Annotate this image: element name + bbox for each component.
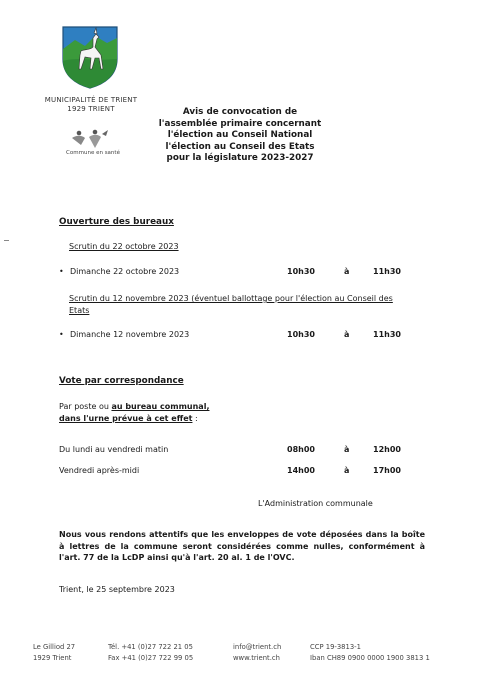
postal-row-label: Vendredi après-midi (59, 466, 140, 475)
margin-mark (4, 240, 9, 241)
footer-fax: Fax +41 (0)27 722 99 05 (108, 654, 194, 662)
ballot1-to: 11h30 (373, 267, 401, 276)
footer-address (33, 642, 75, 664)
footer-email[interactable]: info@trient.ch (233, 643, 282, 651)
postal-intro-start: Par poste ou (59, 402, 112, 411)
postal-row-label: Du lundi au vendredi matin (59, 445, 169, 454)
ballot2-label-line1: Scrutin du 12 novembre 2023 (éventuel ballottage pour l'élection au Conseil des (69, 294, 393, 303)
postal-intro-end: : (192, 413, 198, 423)
ballot2-label (69, 293, 449, 316)
postal-row-from: 08h00 (287, 445, 315, 454)
ballot2-from: 10h30 (287, 330, 315, 339)
postal-row-from: 14h00 (287, 466, 315, 475)
ballot1-day: Dimanche 22 octobre 2023 (70, 267, 180, 276)
postal-heading: Vote par correspondance (59, 376, 184, 386)
postal-row-sep: à (344, 466, 350, 475)
footer-contact (233, 642, 281, 664)
ballot2-day: Dimanche 12 novembre 2023 (70, 330, 190, 339)
footer-address2: 1929 Trient (33, 654, 72, 662)
bullet: • (59, 330, 64, 339)
postal-intro (59, 401, 209, 424)
footer-address1: Le Gilliod 27 (33, 643, 76, 651)
ballot1-sep: à (344, 267, 350, 276)
footer-phone: Tél. +41 (0)27 722 21 05 (108, 643, 193, 651)
title-line: Avis de convocation de (182, 107, 298, 117)
postal-row-sep: à (344, 445, 350, 454)
nullity-notice: Nous vous rendons attentifs que les enveloppes de vote déposées dans la boîte à lettres de la commune seront considérées comme nulles, conformément à l'art. 77 de la LcDP ainsi qu'à l'art. 20 al. 1 de l'OVC. (59, 530, 425, 562)
ballot2-sep: à (344, 330, 350, 339)
ballot2-to: 11h30 (373, 330, 401, 339)
opening-heading: Ouverture des bureaux (59, 217, 174, 227)
bullet: • (59, 267, 64, 276)
footer-bank (310, 642, 430, 664)
footer-iban: Iban CH89 0900 0000 1900 3813 1 (310, 654, 430, 662)
postal-row-to: 17h00 (373, 466, 401, 475)
title-line: l'assemblée primaire concernant (158, 118, 322, 129)
commune-en-sante-label: Commune en santé (66, 150, 120, 156)
notice-title (130, 107, 350, 165)
ballot2-label-line2: Etats (69, 305, 90, 315)
postal-intro-bold: au bureau communal, (111, 402, 210, 411)
municipal-crest (61, 25, 119, 89)
postal-intro-line2: dans l'urne prévue à cet effet (59, 413, 193, 423)
title-line: pour la législature 2023-2027 (166, 153, 314, 163)
title-line: l'élection au Conseil des Etats (165, 141, 315, 152)
municipality-line2: 1929 TRIENT (67, 105, 115, 113)
footer-ccp: CCP 19-3813-1 (310, 643, 361, 651)
municipality-line1: MUNICIPALITÉ DE TRIENT (44, 96, 138, 104)
postal-row-to: 12h00 (373, 445, 401, 454)
commune-en-sante-icon (62, 128, 120, 150)
crest-icon (61, 25, 119, 89)
footer-phones (108, 642, 193, 664)
footer-web[interactable]: www.trient.ch (233, 654, 280, 662)
ballot1-from: 10h30 (287, 267, 315, 276)
signature: L'Administration communale (258, 499, 373, 508)
ballot1-label: Scrutin du 22 octobre 2023 (69, 242, 179, 251)
title-line: l'élection au Conseil National (167, 130, 313, 140)
date-line: Trient, le 25 septembre 2023 (59, 585, 175, 594)
